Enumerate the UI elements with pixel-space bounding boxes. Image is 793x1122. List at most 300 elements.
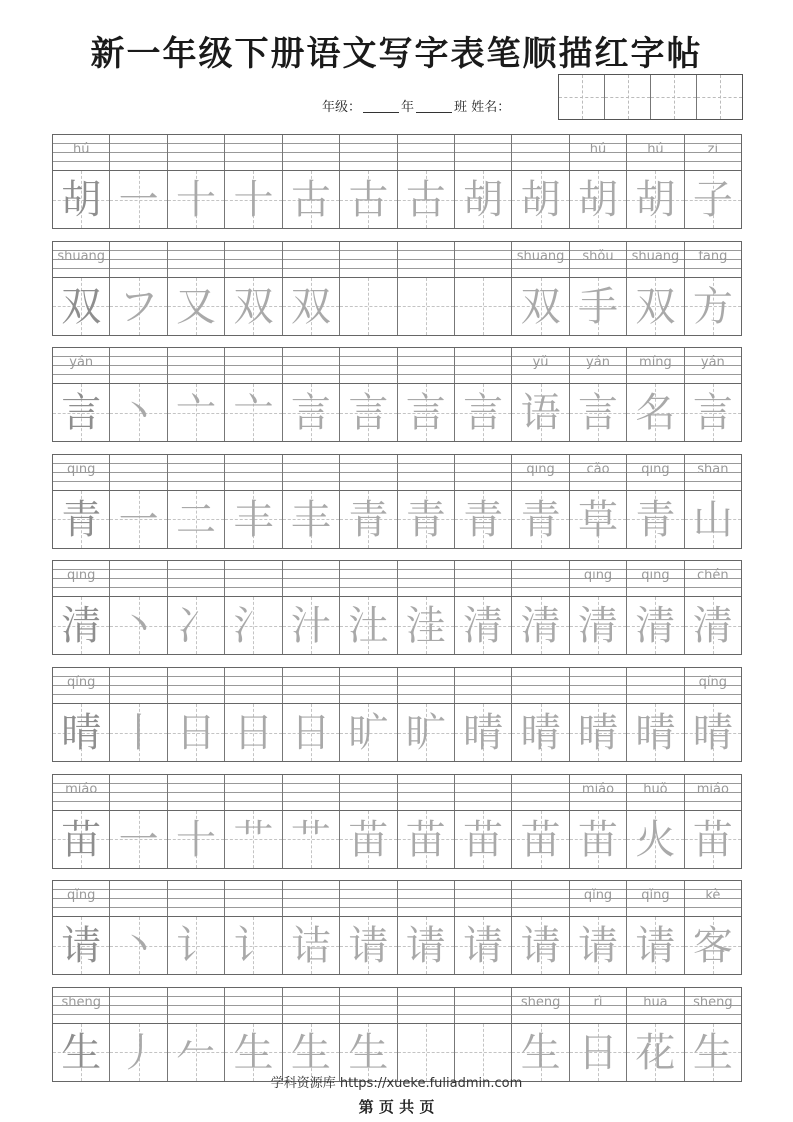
trace-character: 十	[176, 177, 217, 223]
trace-character: 语	[520, 390, 561, 437]
hanzi-cell[interactable]	[283, 917, 340, 974]
hanzi-cell[interactable]	[53, 491, 110, 548]
pinyin-cell[interactable]	[455, 561, 512, 596]
hanzi-cell[interactable]	[53, 171, 110, 228]
pinyin-cell[interactable]	[168, 242, 225, 277]
hanzi-cell[interactable]	[53, 278, 110, 335]
pinyin-cell[interactable]	[627, 242, 684, 277]
pinyin-text: miáo	[65, 781, 98, 797]
hanzi-cell[interactable]	[225, 278, 282, 335]
pinyin-cell[interactable]	[283, 348, 340, 383]
hanzi-cell[interactable]	[168, 171, 225, 228]
hanzi-cell[interactable]	[455, 491, 512, 548]
pinyin-cell[interactable]	[340, 988, 397, 1023]
pinyin-cell[interactable]	[398, 135, 455, 170]
hanzi-cell[interactable]	[398, 917, 455, 974]
year-label: 年	[401, 100, 415, 115]
hanzi-cell[interactable]	[512, 491, 569, 548]
pinyin-cell[interactable]	[340, 668, 397, 703]
hanzi-cell[interactable]	[685, 278, 741, 335]
hanzi-cell[interactable]	[570, 384, 627, 441]
trace-character: 丶	[118, 390, 159, 437]
pinyin-cell[interactable]	[110, 668, 167, 703]
hanzi-cell[interactable]	[283, 811, 340, 868]
pinyin-cell[interactable]	[340, 775, 397, 810]
pinyin-cell[interactable]	[627, 775, 684, 810]
pinyin-cell[interactable]	[685, 242, 741, 277]
trace-character: 请	[578, 923, 618, 970]
pinyin-text: yǔ	[532, 355, 549, 371]
pinyin-cell[interactable]	[570, 135, 627, 170]
hanzi-cell[interactable]	[53, 704, 110, 761]
hanzi-cell[interactable]	[627, 491, 684, 548]
name-cell[interactable]	[697, 75, 742, 119]
trace-character: 火	[635, 816, 676, 863]
hanzi-cell[interactable]	[110, 384, 167, 441]
hanzi-cell[interactable]	[53, 384, 110, 441]
pinyin-cell[interactable]	[168, 668, 225, 703]
pinyin-text: rì	[593, 994, 603, 1010]
model-character: 请	[61, 923, 102, 970]
model-character: 生	[61, 1029, 102, 1076]
model-character: 双	[61, 283, 102, 330]
pinyin-cell[interactable]	[110, 242, 167, 277]
pinyin-cell[interactable]	[283, 881, 340, 916]
pinyin-text: yán	[700, 355, 725, 371]
pinyin-cell[interactable]	[627, 881, 684, 916]
hanzi-cell[interactable]	[340, 917, 397, 974]
name-label: 姓名：	[471, 100, 511, 115]
trace-character: 艹	[233, 816, 274, 863]
hanzi-cell[interactable]	[512, 704, 569, 761]
hanzi-cell[interactable]	[283, 597, 340, 654]
hanzi-cell[interactable]	[570, 1024, 627, 1081]
pinyin-cell[interactable]	[627, 561, 684, 596]
hanzi-cell[interactable]	[225, 384, 282, 441]
trace-character: 亠	[233, 390, 274, 437]
pinyin-cell[interactable]	[685, 775, 741, 810]
hanzi-cell[interactable]	[627, 1024, 684, 1081]
pinyin-cell[interactable]	[168, 561, 225, 596]
hanzi-cell[interactable]	[398, 597, 455, 654]
pinyin-cell[interactable]	[53, 881, 110, 916]
hanzi-cell[interactable]	[53, 597, 110, 654]
pinyin-cell[interactable]	[225, 775, 282, 810]
hanzi-cell[interactable]	[685, 491, 741, 548]
pinyin-cell[interactable]	[225, 455, 282, 490]
pinyin-cell[interactable]	[53, 561, 110, 596]
pinyin-cell[interactable]	[455, 881, 512, 916]
hanzi-band	[53, 277, 741, 335]
pinyin-cell[interactable]	[685, 988, 741, 1023]
hanzi-cell[interactable]	[512, 384, 569, 441]
hanzi-cell[interactable]	[455, 384, 512, 441]
hanzi-cell[interactable]	[110, 491, 167, 548]
hanzi-cell[interactable]	[340, 171, 397, 228]
pinyin-cell[interactable]	[398, 775, 455, 810]
pinyin-text: cǎo	[586, 461, 610, 477]
trace-character: 氵	[233, 603, 274, 650]
pinyin-text: qīng	[583, 568, 613, 584]
pinyin-cell[interactable]	[398, 242, 455, 277]
pinyin-cell[interactable]	[512, 348, 569, 383]
hanzi-cell[interactable]	[627, 811, 684, 868]
practice-row	[52, 987, 742, 1082]
pinyin-cell[interactable]	[340, 881, 397, 916]
hanzi-cell[interactable]	[512, 917, 569, 974]
trace-character: 双	[290, 283, 331, 330]
hanzi-cell[interactable]	[340, 597, 397, 654]
pinyin-cell[interactable]	[512, 455, 569, 490]
pinyin-cell[interactable]	[110, 561, 167, 596]
pinyin-cell[interactable]	[340, 348, 397, 383]
hanzi-band	[53, 916, 741, 974]
hanzi-cell[interactable]	[110, 704, 167, 761]
trace-character: 言	[290, 390, 331, 437]
trace-character: 古	[348, 177, 389, 223]
pinyin-cell[interactable]	[512, 988, 569, 1023]
trace-character: 古	[405, 177, 446, 223]
trace-character: 清	[635, 603, 676, 650]
hanzi-cell[interactable]	[627, 597, 684, 654]
name-cell[interactable]	[559, 75, 605, 119]
pinyin-cell[interactable]	[570, 348, 627, 383]
trace-character: 名	[635, 390, 676, 437]
pinyin-cell[interactable]	[570, 455, 627, 490]
hanzi-cell[interactable]	[685, 171, 741, 228]
hanzi-cell[interactable]	[225, 811, 282, 868]
hanzi-cell[interactable]	[627, 171, 684, 228]
practice-row	[52, 774, 742, 869]
pinyin-cell[interactable]	[570, 881, 627, 916]
pinyin-cell[interactable]	[398, 668, 455, 703]
pinyin-cell[interactable]	[225, 668, 282, 703]
trace-character: 青	[635, 496, 676, 543]
trace-character: 双	[635, 283, 676, 330]
trace-character: 一	[118, 816, 159, 863]
hanzi-cell[interactable]	[512, 811, 569, 868]
hanzi-cell[interactable]	[225, 704, 282, 761]
pinyin-cell[interactable]	[110, 775, 167, 810]
pinyin-cell[interactable]	[283, 668, 340, 703]
pinyin-cell[interactable]	[455, 775, 512, 810]
pinyin-text: qīng	[526, 461, 555, 477]
pinyin-cell[interactable]	[225, 561, 282, 596]
hanzi-cell[interactable]	[627, 384, 684, 441]
hanzi-cell[interactable]	[685, 704, 741, 761]
pinyin-cell[interactable]	[283, 988, 340, 1023]
hanzi-cell[interactable]	[168, 1024, 225, 1081]
grade-blank[interactable]	[363, 100, 399, 113]
pinyin-cell[interactable]	[455, 455, 512, 490]
pinyin-cell[interactable]	[685, 561, 741, 596]
hanzi-cell[interactable]	[570, 811, 627, 868]
pinyin-text: qǐng	[67, 888, 96, 904]
pinyin-text: shēng	[520, 994, 561, 1010]
trace-character: 青	[463, 496, 504, 543]
hanzi-cell[interactable]	[283, 491, 340, 548]
pinyin-cell[interactable]	[685, 455, 741, 490]
pinyin-cell[interactable]	[168, 775, 225, 810]
pinyin-cell[interactable]	[225, 135, 282, 170]
pinyin-cell[interactable]	[685, 668, 741, 703]
pinyin-cell[interactable]	[570, 561, 627, 596]
pinyin-cell[interactable]	[283, 455, 340, 490]
pinyin-text: zi	[707, 142, 719, 157]
hanzi-cell[interactable]	[398, 811, 455, 868]
hanzi-cell[interactable]	[685, 917, 741, 974]
hanzi-cell[interactable]	[455, 597, 512, 654]
hanzi-cell[interactable]	[53, 811, 110, 868]
trace-character: 丶	[118, 923, 159, 970]
pinyin-text: shēng	[61, 994, 101, 1010]
pinyin-cell[interactable]	[110, 455, 167, 490]
hanzi-cell[interactable]	[283, 171, 340, 228]
hanzi-cell[interactable]	[168, 384, 225, 441]
hanzi-cell[interactable]	[512, 597, 569, 654]
hanzi-cell[interactable]	[685, 811, 741, 868]
pinyin-cell[interactable]	[225, 988, 282, 1023]
pinyin-cell[interactable]	[53, 135, 110, 170]
hanzi-cell[interactable]	[398, 384, 455, 441]
hanzi-cell[interactable]	[340, 278, 397, 335]
pinyin-cell[interactable]	[225, 881, 282, 916]
pinyin-cell[interactable]	[110, 988, 167, 1023]
trace-character: 𠂉	[176, 1029, 217, 1076]
pinyin-text: shuāng	[57, 248, 106, 264]
pinyin-cell[interactable]	[283, 775, 340, 810]
pinyin-cell[interactable]	[398, 561, 455, 596]
hanzi-cell[interactable]	[168, 917, 225, 974]
pinyin-cell[interactable]	[512, 242, 569, 277]
pinyin-cell[interactable]	[168, 135, 225, 170]
trace-character: 生	[520, 1029, 561, 1076]
trace-character: 双	[233, 283, 274, 330]
class-blank[interactable]	[416, 100, 452, 113]
pinyin-cell[interactable]	[455, 348, 512, 383]
hanzi-cell[interactable]	[570, 704, 627, 761]
hanzi-cell[interactable]	[340, 704, 397, 761]
hanzi-cell[interactable]	[398, 171, 455, 228]
pinyin-cell[interactable]	[627, 668, 684, 703]
practice-row	[52, 347, 742, 442]
hanzi-cell[interactable]	[570, 491, 627, 548]
trace-character: 古	[290, 177, 331, 223]
pinyin-cell[interactable]	[398, 988, 455, 1023]
pinyin-cell[interactable]	[53, 988, 110, 1023]
pinyin-cell[interactable]	[570, 668, 627, 703]
pinyin-cell[interactable]	[53, 242, 110, 277]
pinyin-cell[interactable]	[110, 135, 167, 170]
practice-row	[52, 454, 742, 549]
trace-character: 洼	[405, 603, 446, 650]
hanzi-cell[interactable]	[512, 278, 569, 335]
hanzi-cell[interactable]	[685, 384, 741, 441]
hanzi-cell[interactable]	[455, 811, 512, 868]
pinyin-cell[interactable]	[685, 348, 741, 383]
pinyin-cell[interactable]	[570, 242, 627, 277]
pinyin-cell[interactable]	[398, 455, 455, 490]
hanzi-cell[interactable]	[627, 917, 684, 974]
pinyin-cell[interactable]	[512, 561, 569, 596]
hanzi-cell[interactable]	[455, 917, 512, 974]
pinyin-cell[interactable]	[455, 135, 512, 170]
pinyin-cell[interactable]	[455, 988, 512, 1023]
pinyin-cell[interactable]	[455, 668, 512, 703]
pinyin-cell[interactable]	[398, 881, 455, 916]
hanzi-cell[interactable]	[512, 1024, 569, 1081]
trace-character: 晴	[692, 710, 733, 756]
hanzi-cell[interactable]	[225, 1024, 282, 1081]
hanzi-cell[interactable]	[455, 278, 512, 335]
hanzi-cell[interactable]	[455, 171, 512, 228]
name-cell[interactable]	[605, 75, 651, 119]
hanzi-cell[interactable]	[283, 1024, 340, 1081]
pinyin-cell[interactable]	[53, 668, 110, 703]
hanzi-cell[interactable]	[110, 917, 167, 974]
pinyin-cell[interactable]	[685, 881, 741, 916]
trace-character: 请	[463, 923, 504, 970]
hanzi-cell[interactable]	[685, 597, 741, 654]
hanzi-cell[interactable]	[627, 278, 684, 335]
hanzi-cell[interactable]	[283, 278, 340, 335]
pinyin-cell[interactable]	[110, 881, 167, 916]
hanzi-cell[interactable]	[283, 704, 340, 761]
hanzi-cell[interactable]	[570, 171, 627, 228]
hanzi-cell[interactable]	[225, 171, 282, 228]
pinyin-cell[interactable]	[340, 561, 397, 596]
pinyin-cell[interactable]	[512, 881, 569, 916]
pinyin-cell[interactable]	[283, 561, 340, 596]
pinyin-cell[interactable]	[570, 988, 627, 1023]
hanzi-cell[interactable]	[168, 811, 225, 868]
pinyin-cell[interactable]	[627, 455, 684, 490]
hanzi-cell[interactable]	[168, 597, 225, 654]
pinyin-cell[interactable]	[627, 988, 684, 1023]
hanzi-cell[interactable]	[340, 811, 397, 868]
trace-character: 冫	[176, 603, 217, 650]
pinyin-cell[interactable]	[225, 348, 282, 383]
trace-character: 晴	[635, 710, 676, 756]
trace-character: 丶	[118, 603, 159, 650]
pinyin-cell[interactable]	[570, 775, 627, 810]
pinyin-cell[interactable]	[53, 455, 110, 490]
hanzi-cell[interactable]	[570, 597, 627, 654]
hanzi-cell[interactable]	[225, 597, 282, 654]
hanzi-cell[interactable]	[340, 491, 397, 548]
hanzi-cell[interactable]	[168, 704, 225, 761]
pinyin-cell[interactable]	[340, 455, 397, 490]
hanzi-cell[interactable]	[168, 278, 225, 335]
hanzi-cell[interactable]	[110, 278, 167, 335]
hanzi-cell[interactable]	[110, 1024, 167, 1081]
trace-character: 子	[692, 177, 733, 223]
trace-character: 山	[692, 496, 733, 543]
pinyin-text: qīng	[67, 568, 96, 584]
hanzi-cell[interactable]	[110, 811, 167, 868]
trace-character: 一	[118, 496, 159, 543]
pinyin-cell[interactable]	[340, 135, 397, 170]
pinyin-cell[interactable]	[225, 242, 282, 277]
pinyin-cell[interactable]	[53, 348, 110, 383]
hanzi-cell[interactable]	[53, 1024, 110, 1081]
pinyin-cell[interactable]	[53, 775, 110, 810]
pinyin-cell[interactable]	[168, 348, 225, 383]
trace-character: 汢	[348, 603, 389, 650]
pinyin-cell[interactable]	[512, 135, 569, 170]
trace-character: 一	[118, 177, 159, 223]
pinyin-cell[interactable]	[168, 988, 225, 1023]
hanzi-cell[interactable]	[398, 491, 455, 548]
name-cell[interactable]	[651, 75, 697, 119]
pinyin-cell[interactable]	[283, 135, 340, 170]
trace-character: 丿	[118, 1029, 159, 1076]
student-info-line	[322, 96, 510, 115]
hanzi-cell[interactable]	[225, 491, 282, 548]
trace-character: 丰	[290, 496, 331, 543]
grade-label: 年级：	[322, 100, 362, 115]
hanzi-cell[interactable]	[512, 171, 569, 228]
pinyin-cell[interactable]	[283, 242, 340, 277]
model-character: 青	[61, 496, 102, 543]
pinyin-cell[interactable]	[512, 668, 569, 703]
pinyin-cell[interactable]	[627, 348, 684, 383]
hanzi-cell[interactable]	[225, 917, 282, 974]
hanzi-cell[interactable]	[398, 278, 455, 335]
hanzi-cell[interactable]	[627, 704, 684, 761]
pinyin-cell[interactable]	[685, 135, 741, 170]
pinyin-cell[interactable]	[110, 348, 167, 383]
pinyin-cell[interactable]	[455, 242, 512, 277]
pinyin-cell[interactable]	[512, 775, 569, 810]
trace-character: 丰	[233, 496, 274, 543]
hanzi-cell[interactable]	[570, 917, 627, 974]
pinyin-band	[53, 668, 741, 703]
hanzi-cell[interactable]	[398, 704, 455, 761]
hanzi-cell[interactable]	[110, 597, 167, 654]
practice-row	[52, 667, 742, 762]
trace-character: 青	[348, 496, 389, 543]
hanzi-cell[interactable]	[570, 278, 627, 335]
hanzi-cell[interactable]	[283, 384, 340, 441]
trace-character: 言	[463, 390, 504, 437]
trace-character: 胡	[635, 177, 676, 223]
name-writing-box[interactable]	[558, 74, 743, 120]
hanzi-cell[interactable]	[685, 1024, 741, 1081]
hanzi-cell[interactable]	[168, 491, 225, 548]
pinyin-cell[interactable]	[168, 455, 225, 490]
pinyin-cell[interactable]	[627, 135, 684, 170]
hanzi-cell[interactable]	[53, 917, 110, 974]
trace-character: 清	[692, 603, 733, 650]
hanzi-cell[interactable]	[340, 1024, 397, 1081]
hanzi-cell[interactable]	[455, 704, 512, 761]
pinyin-text: huā	[643, 994, 668, 1010]
trace-character: 草	[578, 496, 618, 543]
trace-character: 讠	[233, 923, 274, 970]
pinyin-cell[interactable]	[398, 348, 455, 383]
trace-character: 言	[348, 390, 389, 437]
hanzi-cell[interactable]	[340, 384, 397, 441]
trace-character: 日	[176, 710, 217, 756]
hanzi-cell[interactable]	[110, 171, 167, 228]
pinyin-cell[interactable]	[168, 881, 225, 916]
practice-row	[52, 560, 742, 655]
pinyin-cell[interactable]	[340, 242, 397, 277]
hanzi-band	[53, 383, 741, 441]
pinyin-text: hú	[589, 142, 607, 157]
page-number-footer: 第 页 共 页	[358, 1098, 435, 1116]
